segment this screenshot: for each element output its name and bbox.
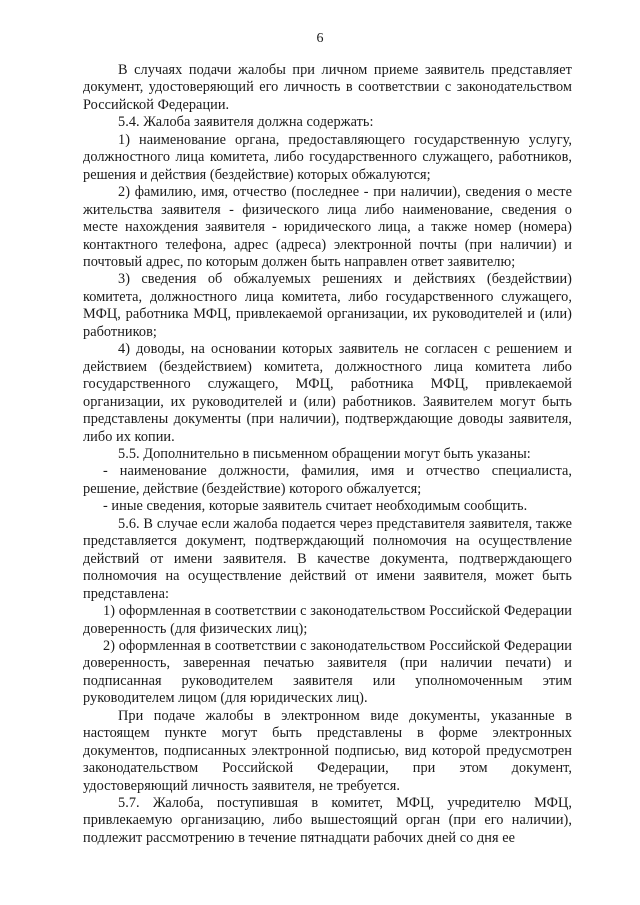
paragraph-5-4-heading: 5.4. Жалоба заявителя должна содержать: (118, 114, 374, 131)
page-number: 6 (316, 31, 324, 46)
paragraph-5-5-item-other: - иные сведения, которые заявитель считает необходимым сообщить. (103, 498, 528, 515)
paragraph-5-6-item-2: 2) оформленная в соответствии с законодательством Российской Федерации доверенность, заверенная печатью заявителя (при наличии печати) и подписанная руководителем заявителя или уполномоченным этим руководителем лицом (для юридических лиц). (83, 637, 572, 707)
paragraph-5-4-item-2: 2) фамилию, имя, отчество (последнее - при наличии), сведения о месте жительства заявителя - физического лица либо наименование, сведения о месте нахождения заявителя - юридического лица, а также номер (номера) контактного телефона, адрес (адреса) электронной почты (при наличии) и почтовый адрес, по которым должен быть направлен ответ заявителю; (83, 184, 572, 270)
paragraph-5-5-item-position: - наименование должности, фамилия, имя и отчество специалиста, решение, действие (бездействие) которого обжалуется; (83, 463, 572, 497)
paragraph-5-4-item-4: 4) доводы, на основании которых заявитель не согласен с решением и действием (бездействием) комитета, должностного лица комитета либо государственного служащего, МФЦ, работника МФЦ, привлекаемой организации, их руководителей и (или) работников. Заявителем могут быть представлены документы (при наличии), подтверждающие доводы заявителя, либо их копии. (83, 341, 572, 445)
paragraph-5-5-heading: 5.5. Дополнительно в письменном обращении могут быть указаны: (118, 445, 531, 462)
paragraph-5-4-item-3: 3) сведения об обжалуемых решениях и действиях (бездействии) комитета, должностного лица комитета, либо государственного служащего, МФЦ, работника МФЦ, привлекаемой организации, их руководителей и (или) работников; (83, 271, 572, 340)
paragraph-5-6: 5.6. В случае если жалоба подается через представителя заявителя, также представляется документ, подтверждающий полномочия на осуществление действий от имени заявителя. В качестве документа, подтверждающего полномочия на осуществление действий от имени заявителя, может быть представлена: (83, 515, 572, 602)
paragraph-5-7: 5.7. Жалоба, поступившая в комитет, МФЦ, учредителю МФЦ, привлекаемую организацию, либо вышестоящий орган (при его наличии), подлежит рассмотрению в течение пятнадцати рабочих дней со дня ее (83, 795, 572, 846)
paragraph-5-4-item-1: 1) наименование органа, предоставляющего государственную услугу, должностного лица комитета, либо государственного служащего, работников, решения и действия (бездействие) которых обжалуются; (83, 131, 572, 183)
paragraph-5-6-item-1: 1) оформленная в соответствии с законодательством Российской Федерации доверенность (для физических лиц); (83, 603, 572, 637)
document-body (83, 62, 572, 847)
paragraph-personal-submission: В случаях подачи жалобы при личном приеме заявитель представляет документ, удостоверяющий его личность в соответствии с законодательством Российской Федерации. (83, 62, 572, 113)
paragraph-electronic-submission: При подаче жалобы в электронном виде документы, указанные в настоящем пункте могут быть представлены в форме электронных документов, подписанных электронной подписью, вид которой предусмотрен законодательством Российской Федерации, при этом документ, удостоверяющий личность заявителя, не требуется. (83, 707, 572, 794)
